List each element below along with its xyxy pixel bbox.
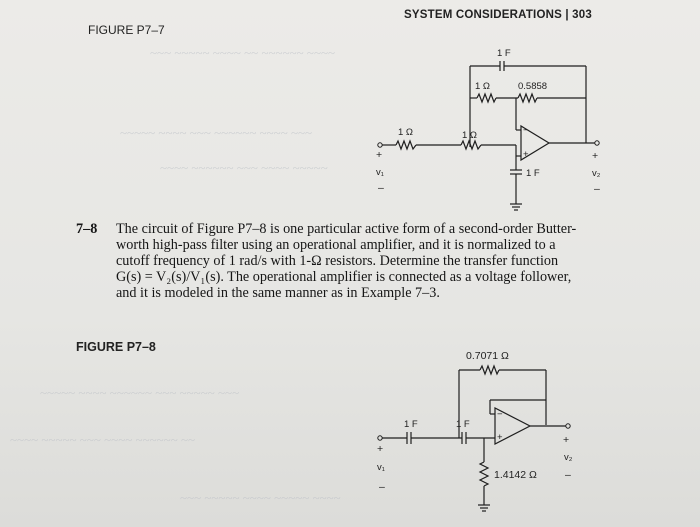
- page-header: SYSTEM CONSIDERATIONS | 303: [404, 9, 592, 21]
- cap-in1-label: 1 F: [404, 419, 418, 430]
- bleed-through-text: ~~~~ ~~~~~~ ~~~ ~~~~ ~~~~~: [160, 160, 328, 175]
- figure-p7-7-label: FIGURE P7–7: [88, 23, 165, 37]
- svg-text:−: −: [523, 125, 529, 136]
- r-ground-label: 1.4142 Ω: [494, 469, 537, 481]
- svg-text:+: +: [376, 149, 383, 161]
- svg-text:+: +: [563, 434, 570, 446]
- svg-text:v₁: v₁: [377, 462, 385, 473]
- problem-text-line: The circuit of Figure P7–8 is one particular active form of a second-order Butter-: [116, 221, 577, 237]
- r-feedback-label: 0.5858: [518, 81, 548, 92]
- svg-text:–: –: [378, 182, 384, 194]
- r-top-label: 1 Ω: [475, 81, 491, 92]
- bleed-through-text: ~~~~~ ~~~~ ~~~~~~ ~~~ ~~~~~ ~~~: [40, 385, 240, 400]
- svg-text:+: +: [523, 149, 529, 160]
- bleed-through-text: ~~~ ~~~~~ ~~~~ ~~ ~~~~~~ ~~~~: [150, 45, 336, 60]
- problem-text-line: and it is modeled in the same manner as in Example 7–3.: [116, 285, 440, 301]
- cap-ground-label: 1 F: [526, 168, 540, 179]
- figure-p7-8-label: FIGURE P7–8: [76, 340, 156, 354]
- problem-number: 7–8: [76, 221, 98, 237]
- svg-text:–: –: [565, 469, 571, 481]
- svg-text:+: +: [377, 443, 384, 455]
- svg-text:+: +: [592, 150, 599, 162]
- svg-text:−: −: [497, 409, 503, 420]
- problem-text-line: worth high-pass filter using an operational amplifier, and it is normalized to a: [116, 237, 556, 253]
- r-in2-label: 1 Ω: [462, 130, 478, 141]
- r-in1-label: 1 Ω: [398, 127, 414, 138]
- bleed-through-text: ~~~~~ ~~~~ ~~~ ~~~~~~ ~~~~ ~~~: [120, 125, 313, 140]
- bleed-through-text: ~~~ ~~~~~ ~~~~ ~~~~~ ~~~~: [180, 490, 341, 505]
- bleed-through-text: ~~~~ ~~~~~ ~~~ ~~~~ ~~~~~~ ~~: [10, 432, 196, 447]
- svg-text:+: +: [497, 432, 503, 443]
- svg-text:–: –: [379, 481, 385, 493]
- problem-text-line: G(s) = V₂(s)/V₁(s). The operational amplifier is connected as a voltage follower,: [116, 269, 572, 285]
- svg-text:v₂: v₂: [564, 452, 573, 463]
- r-feedback-label: 0.7071 Ω: [466, 350, 509, 362]
- cap-in2-label: 1 F: [456, 419, 470, 430]
- svg-text:–: –: [594, 183, 600, 195]
- svg-text:v₂: v₂: [592, 168, 601, 179]
- svg-text:v₁: v₁: [376, 167, 384, 178]
- cap-feedback-label: 1 F: [497, 48, 511, 59]
- problem-text-line: cutoff frequency of 1 rad/s with 1-Ω resistors. Determine the transfer function: [116, 253, 559, 269]
